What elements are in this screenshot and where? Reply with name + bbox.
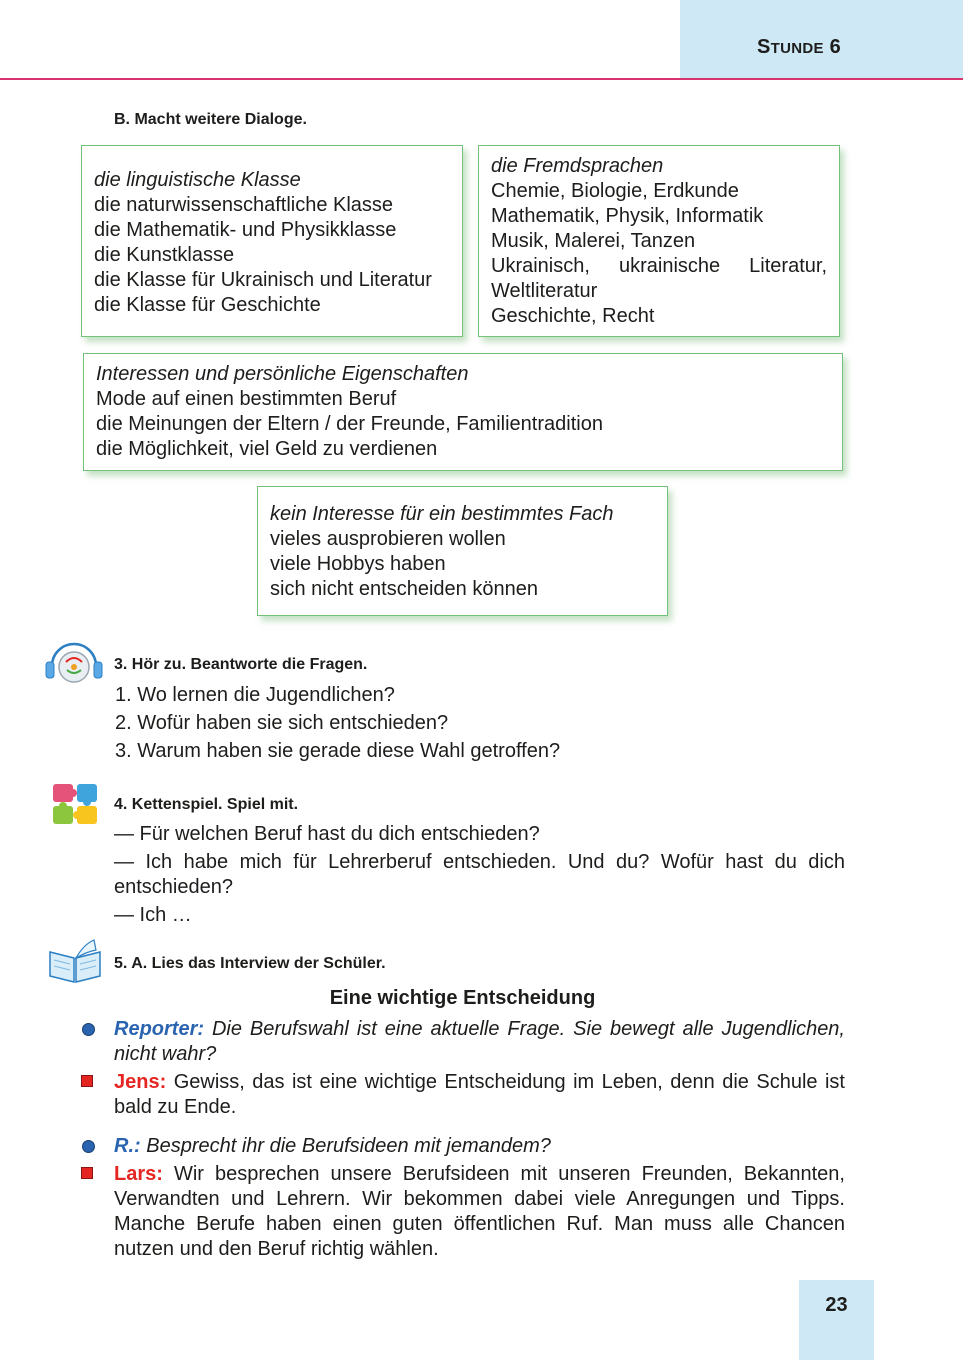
- speaker-label: Jens:: [114, 1071, 167, 1093]
- open-book-icon: [46, 938, 104, 986]
- task-b-heading: B. Macht weitere Dialoge.: [114, 111, 307, 128]
- dialogue-reporter-1: [114, 1017, 845, 1067]
- box-subjects-line: Mathematik, Physik, Informatik: [491, 205, 764, 227]
- box-subjects-line: Geschichte, Recht: [491, 305, 655, 327]
- box-reasons-line: die Meinungen der Eltern / der Freunde, Familientradition: [96, 413, 603, 435]
- box-classes: [81, 145, 463, 337]
- task-3-questions: [115, 681, 560, 765]
- box-subjects-line: Chemie, Biologie, Erdkunde: [491, 180, 739, 202]
- page-number-band: [799, 1280, 874, 1360]
- box-subjects-line: Ukrainisch, ukrainische Literatur,: [491, 255, 827, 277]
- dialogue-text: Besprecht ihr die Berufsideen mit jemandem?: [140, 1135, 551, 1157]
- question-item: 1. Wo lernen die Jugendlichen?: [115, 684, 395, 706]
- dialogue-text: Die Berufswahl ist eine aktuelle Frage. Sie bewegt alle Jugendlichen, nicht wahr?: [114, 1018, 845, 1065]
- task-5-heading: 5. A. Lies das Interview der Schüler.: [114, 955, 386, 972]
- page-number: 23: [825, 1294, 848, 1316]
- speaker-label: R.:: [114, 1135, 141, 1157]
- box-reasons-line: die Möglichkeit, viel Geld zu verdienen: [96, 438, 438, 460]
- reporter-bullet: [82, 1140, 95, 1153]
- interview-title: Eine wichtige Entscheidung: [329, 987, 596, 1009]
- reporter-bullet: [82, 1023, 95, 1036]
- student-bullet: [81, 1167, 93, 1179]
- box-classes-line: die Klasse für Ukrainisch und Literatur: [94, 269, 432, 291]
- task-4-line: — Ich …: [114, 904, 192, 926]
- dialogue-lars: [114, 1162, 845, 1262]
- box-classes-line: die Mathematik- und Physikklasse: [94, 219, 397, 241]
- box-undecided-line: kein Interesse für ein bestimmtes Fach: [270, 503, 614, 525]
- speaker-label: Reporter:: [114, 1018, 205, 1040]
- box-subjects-line: Musik, Malerei, Tanzen: [491, 230, 696, 252]
- task-4-line: — Ich habe mich für Lehrerberuf entschieden. Und du? Wofür hast du dich entschieden?: [114, 851, 845, 898]
- box-classes-line: die Klasse für Geschichte: [94, 294, 321, 316]
- box-undecided: [257, 486, 668, 616]
- lesson-title: STUNDE 6: [757, 36, 842, 58]
- box-reasons-line: Interessen und persönliche Eigenschaften: [96, 363, 469, 385]
- dialogue-reporter-2: [114, 1134, 845, 1159]
- box-subjects-line: die Fremdsprachen: [491, 155, 664, 177]
- box-undecided-line: sich nicht entscheiden können: [270, 578, 538, 600]
- dialogue-text: Gewiss, das ist eine wichtige Entscheidung im Leben, denn die Schule ist bald zu Ende.: [114, 1071, 845, 1118]
- box-reasons-line: Mode auf einen bestimmten Beruf: [96, 388, 397, 410]
- dialogue-text: Wir besprechen unsere Berufsideen mit unseren Freunden, Bekannten, Verwandten und Lehrern. Wir bekommen dabei viele Anregungen und Tipps. Manche Berufe haben einen guten öffentlichen Ruf. Man muss alle Chancen nutzen und den Beruf richtig wählen.: [114, 1163, 845, 1260]
- question-item: 3. Warum haben sie gerade diese Wahl getroffen?: [115, 740, 561, 762]
- box-undecided-line: vieles ausprobieren wollen: [270, 528, 506, 550]
- dialogue-jens: [114, 1070, 845, 1120]
- box-subjects-line: Weltliteratur: [491, 280, 598, 302]
- box-reasons: [83, 353, 843, 471]
- box-classes-line: die linguistische Klasse: [94, 169, 301, 191]
- box-classes-line: die Kunstklasse: [94, 244, 235, 266]
- box-undecided-line: viele Hobbys haben: [270, 553, 446, 575]
- task-4-heading: 4. Kettenspiel. Spiel mit.: [114, 796, 299, 813]
- task-3-heading: 3. Hör zu. Beantworte die Fragen.: [114, 656, 368, 673]
- speaker-label: Lars:: [114, 1163, 163, 1185]
- headphones-icon: [44, 640, 104, 686]
- student-bullet: [81, 1075, 93, 1087]
- puzzle-icon: [49, 780, 103, 828]
- task-4-line: — Für welchen Beruf hast du dich entschieden?: [114, 823, 540, 845]
- box-subjects: [478, 145, 840, 337]
- box-classes-line: die naturwissenschaftliche Klasse: [94, 194, 394, 216]
- question-item: 2. Wofür haben sie sich entschieden?: [115, 712, 449, 734]
- header-rule: [0, 78, 963, 80]
